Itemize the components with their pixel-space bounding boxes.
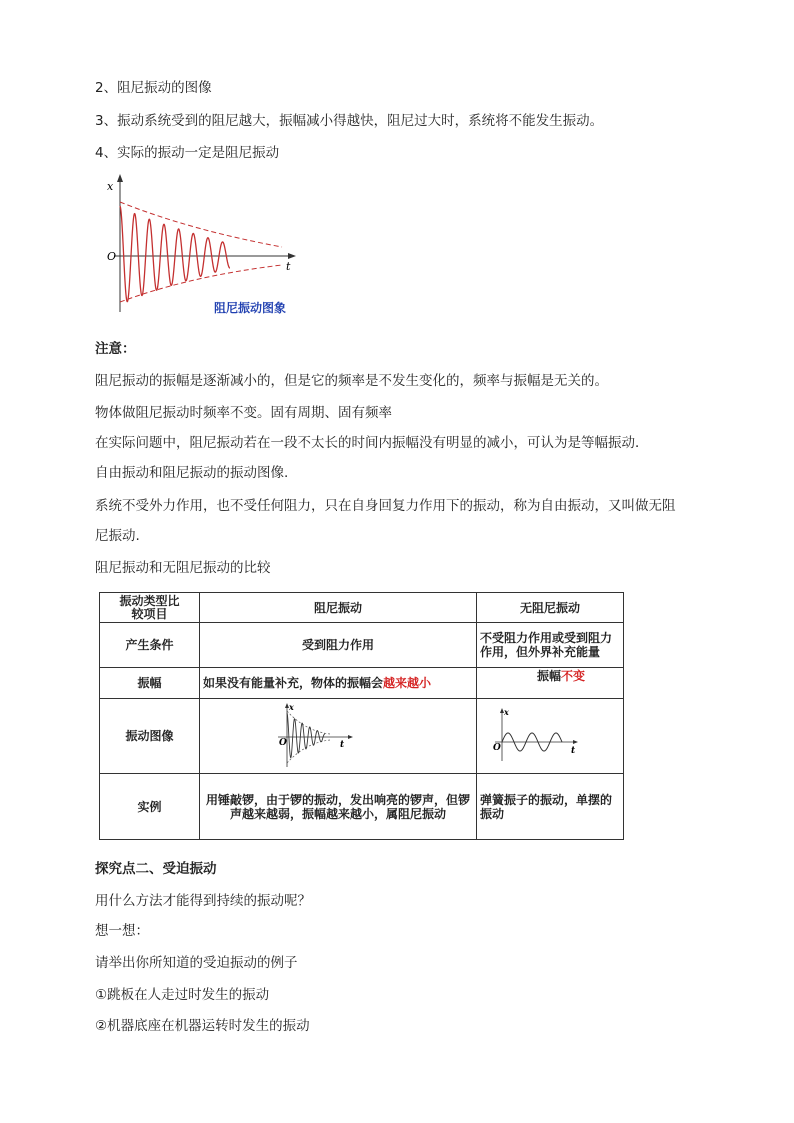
col-header-damped: 阻尼振动: [200, 593, 477, 623]
section2-think: 想一想：: [95, 923, 149, 939]
amplitude-undamped: [477, 668, 624, 699]
note-p5b: 尼振动.: [95, 528, 140, 544]
note-p1: 阻尼振动的振幅是逐渐减小的，但是它的频率是不发生变化的，频率与振幅是无关的。: [95, 373, 608, 389]
envelope-upper: [120, 202, 282, 247]
note-p3: 在实际问题中，阻尼振动若在一段不太长的时间内振幅没有明显的减小，可认为是等幅振动．: [95, 435, 649, 451]
origin-label: O: [107, 250, 117, 263]
figure-caption: 阻尼振动图象: [214, 301, 287, 315]
row-label-graph: 振动图像: [100, 699, 200, 774]
amplitude-damped-text: 如果没有能量补充，物体的振幅会: [203, 676, 384, 690]
section2-prompt: 请举出你所知道的受迫振动的例子: [95, 955, 298, 971]
section2-question: 用什么方法才能得到持续的振动呢？: [95, 893, 311, 909]
amplitude-undamped-red: 不变: [561, 669, 586, 683]
table-row: [100, 623, 624, 668]
mini-t-arrow: [348, 735, 353, 739]
row-label-amplitude: 振幅: [100, 668, 200, 699]
mini-t-label: t: [340, 740, 345, 750]
section2-example-2: ②机器底座在机器运转时发生的振动: [95, 1018, 310, 1034]
mini-undamped-graph: [487, 706, 587, 766]
mini-u-t-label: t: [571, 746, 576, 756]
damped-oscillation-figure: [100, 172, 300, 317]
mini-u-t-arrow: [573, 740, 578, 744]
table-row: [100, 593, 624, 623]
table-row: [100, 668, 624, 699]
axis-t-label: t: [286, 260, 291, 273]
mini-o-label: O: [279, 738, 287, 748]
mini-x-label: x: [289, 702, 294, 712]
note-p4: 自由振动和阻尼振动的振动图像.: [95, 465, 289, 481]
oscillation-curve: [120, 206, 230, 302]
condition-damped: 受到阻力作用: [200, 623, 477, 668]
mini-u-o-label: O: [493, 743, 501, 753]
list-item-3: 3、振动系统受到的阻尼越大，振幅减小得越快，阻尼过大时，系统将不能发生振动。: [95, 113, 604, 129]
condition-undamped: 不受阻力作用或受到阻力作用，但外界补充能量: [477, 623, 624, 668]
section2-example-1: ①跳板在人走过时发生的振动: [95, 987, 270, 1003]
example-undamped: 弹簧振子的振动，单摆的振动: [477, 774, 624, 840]
x-axis-arrow: [117, 174, 123, 182]
table-corner-cell: [100, 593, 200, 623]
axis-x-label: x: [107, 180, 114, 193]
list-item-4: 4、实际的振动一定是阻尼振动: [95, 145, 280, 161]
row-label-condition: 产生条件: [100, 623, 200, 668]
row-label-example: 实例: [100, 774, 200, 840]
t-axis-arrow: [288, 253, 296, 259]
example-damped: 用锤敲锣，由于锣的振动，发出响亮的锣声，但锣声越来越弱，振幅越来越小，属阻尼振动: [200, 774, 477, 840]
amplitude-damped: [200, 668, 477, 699]
graph-damped-cell: [200, 699, 477, 774]
notes-heading: 注意：: [95, 341, 136, 357]
list-item-2: 2、阻尼振动的图像: [95, 80, 212, 96]
corner-line-a: 振动类型比: [119, 593, 180, 608]
table-row: [100, 774, 624, 840]
note-p5a: 系统不受外力作用，也不受任何阻力，只在自身回复力作用下的振动，称为自由振动，又叫做无阻: [95, 498, 676, 514]
note-p2: 物体做阻尼振动时频率不变。固有周期、固有频率: [95, 405, 392, 421]
table-row: [100, 699, 624, 774]
comparison-table: [99, 592, 624, 840]
mini-u-x-label: x: [504, 707, 509, 717]
graph-undamped-cell: [477, 699, 624, 774]
mini-damped-curve: [287, 713, 325, 758]
corner-line-b: 较项目: [131, 606, 168, 621]
col-header-undamped: 无阻尼振动: [477, 593, 624, 623]
amplitude-undamped-text: 振幅: [537, 669, 562, 683]
note-p6: 阻尼振动和无阻尼振动的比较: [95, 560, 271, 576]
section2-heading: 探究点二、受迫振动: [95, 861, 217, 877]
amplitude-damped-red: 越来越小: [383, 676, 432, 690]
mini-envelope-lower: [287, 740, 330, 763]
mini-damped-graph: [270, 701, 360, 771]
